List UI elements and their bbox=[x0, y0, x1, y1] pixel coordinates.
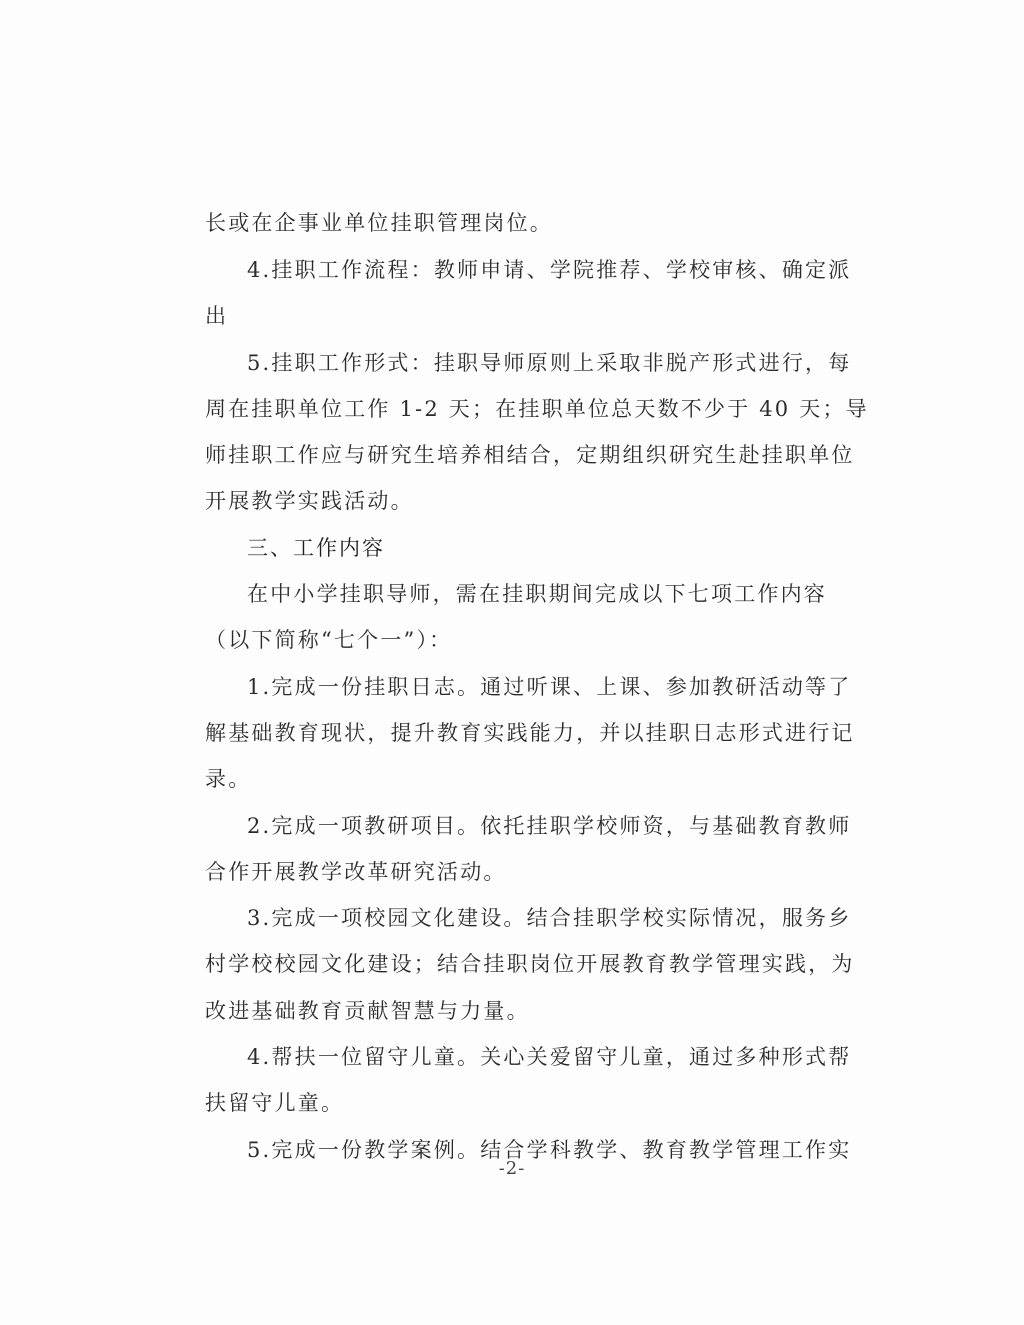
text-line: 开展教学实践活动。 bbox=[205, 489, 414, 513]
text-line: 改进基础教育贡献智慧与力量。 bbox=[205, 999, 530, 1023]
text-line: 合作开展教学改革研究活动。 bbox=[205, 860, 507, 884]
text-line: 1.完成一份挂职日志。通过听课、上课、参加教研活动等了 bbox=[247, 675, 852, 699]
text-line: 5.完成一份教学案例。结合学科教学、教育教学管理工作实 bbox=[247, 1138, 852, 1162]
text-line: 扶留守儿童。 bbox=[205, 1091, 345, 1115]
text-line: 解基础教育现状，提升教育实践能力，并以挂职日志形式进行记 bbox=[205, 721, 855, 745]
text-line: 师挂职工作应与研究生培养相结合，定期组织研究生赴挂职单位 bbox=[205, 443, 855, 467]
text-line: 4.帮扶一位留守儿童。关心关爱留守儿童，通过多种形式帮 bbox=[247, 1045, 852, 1069]
text-line: 4.挂职工作流程：教师申请、学院推荐、学校审核、确定派 bbox=[247, 258, 852, 282]
text-line: （以下简称“七个一”）： bbox=[205, 628, 453, 652]
section-heading: 三、工作内容 bbox=[247, 536, 385, 560]
text-line: 周在挂职单位工作 1-2 天；在挂职单位总天数不少于 40 天；导 bbox=[205, 397, 869, 421]
text-line: 在中小学挂职导师，需在挂职期间完成以下七项工作内容 bbox=[247, 582, 827, 606]
text-line: 2.完成一项教研项目。依托挂职学校师资，与基础教育教师 bbox=[247, 814, 852, 838]
text-line: 5.挂职工作形式：挂职导师原则上采取非脱产形式进行，每 bbox=[247, 351, 852, 375]
text-line: 出 bbox=[205, 304, 229, 328]
text-line: 村学校校园文化建设；结合挂职岗位开展教育教学管理实践，为 bbox=[205, 952, 855, 976]
page-number: -2- bbox=[498, 1158, 526, 1179]
text-line: 长或在企事业单位挂职管理岗位。 bbox=[205, 211, 553, 235]
text-line: 3.完成一项校园文化建设。结合挂职学校实际情况，服务乡 bbox=[247, 906, 852, 930]
text-line: 录。 bbox=[205, 767, 252, 791]
